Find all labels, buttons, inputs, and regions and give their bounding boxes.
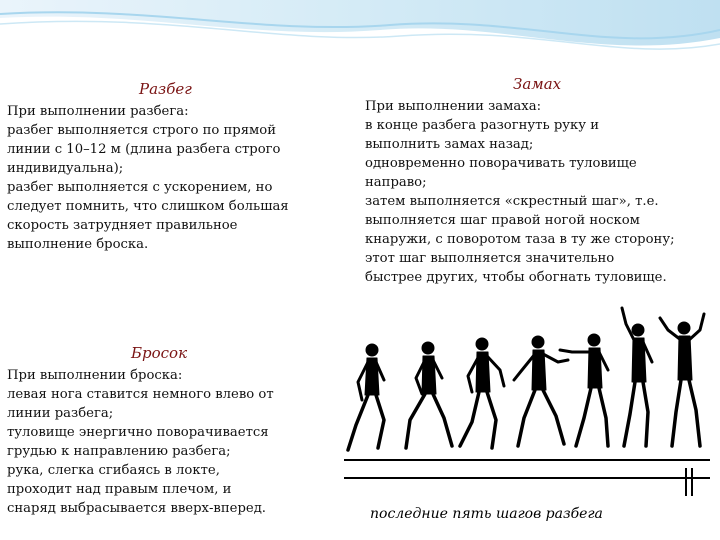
throw-line: линии разбега; (7, 406, 114, 421)
runup-line: При выполнении разбега: (7, 104, 189, 119)
athlete-figure (406, 342, 452, 448)
runup-line: выполнение броска. (7, 237, 149, 252)
throw-line: грудью к направлению разбега; (7, 444, 231, 459)
runup-line: линии с 10–12 м (длина разбега строго (7, 142, 281, 157)
windup-line: выполняется шаг правой ногой носком (365, 213, 640, 228)
throw-line: проходит над правым плечом, и (7, 482, 232, 497)
athlete-figure (622, 308, 652, 446)
runup-line: индивидуальна); (7, 161, 124, 176)
windup-line: направо; (365, 175, 427, 190)
athlete-figure (348, 344, 384, 450)
runup-section (7, 80, 337, 254)
runup-heading: Разбег (139, 80, 192, 98)
windup-line: этот шаг выполняется значительно (365, 251, 615, 266)
athlete-figure (560, 334, 608, 446)
windup-line: одновременно поворачивать туловище (365, 156, 637, 171)
windup-line: быстрее других, чтобы обогнать туловище. (365, 270, 667, 285)
runup-line: следует помнить, что слишком большая (7, 199, 289, 214)
athlete-figure (660, 314, 704, 446)
windup-line: выполнить замах назад; (365, 137, 534, 152)
throw-section (7, 344, 337, 518)
windup-section (365, 75, 717, 287)
throw-line: туловище энергично поворачивается (7, 425, 269, 440)
windup-line: затем выполняется «скрестный шаг», т.е. (365, 194, 659, 209)
runup-steps-illustration (340, 300, 715, 535)
windup-line: кнаружи, с поворотом таза в ту же сторону; (365, 232, 675, 247)
runup-line: скорость затрудняет правильное (7, 218, 238, 233)
figure-caption: последние пять шагов разбега (370, 506, 603, 522)
athlete-figure (460, 338, 504, 448)
windup-heading: Замах (513, 75, 562, 93)
windup-line: в конце разбега разогнуть руку и (365, 118, 600, 133)
throw-heading: Бросок (131, 344, 188, 362)
throw-line: левая нога ставится немного влево от (7, 387, 274, 402)
throw-line: При выполнении броска: (7, 368, 183, 383)
throw-line: рука, слегка сгибаясь в локте, (7, 463, 220, 478)
throw-line: снаряд выбрасывается вверх-вперед. (7, 501, 267, 516)
windup-line: При выполнении замаха: (365, 99, 542, 114)
header-wave-decoration (0, 0, 720, 70)
runup-line: разбег выполняется строго по прямой (7, 123, 277, 138)
athlete-figure (514, 336, 568, 446)
runup-line: разбег выполняется с ускорением, но (7, 180, 273, 195)
